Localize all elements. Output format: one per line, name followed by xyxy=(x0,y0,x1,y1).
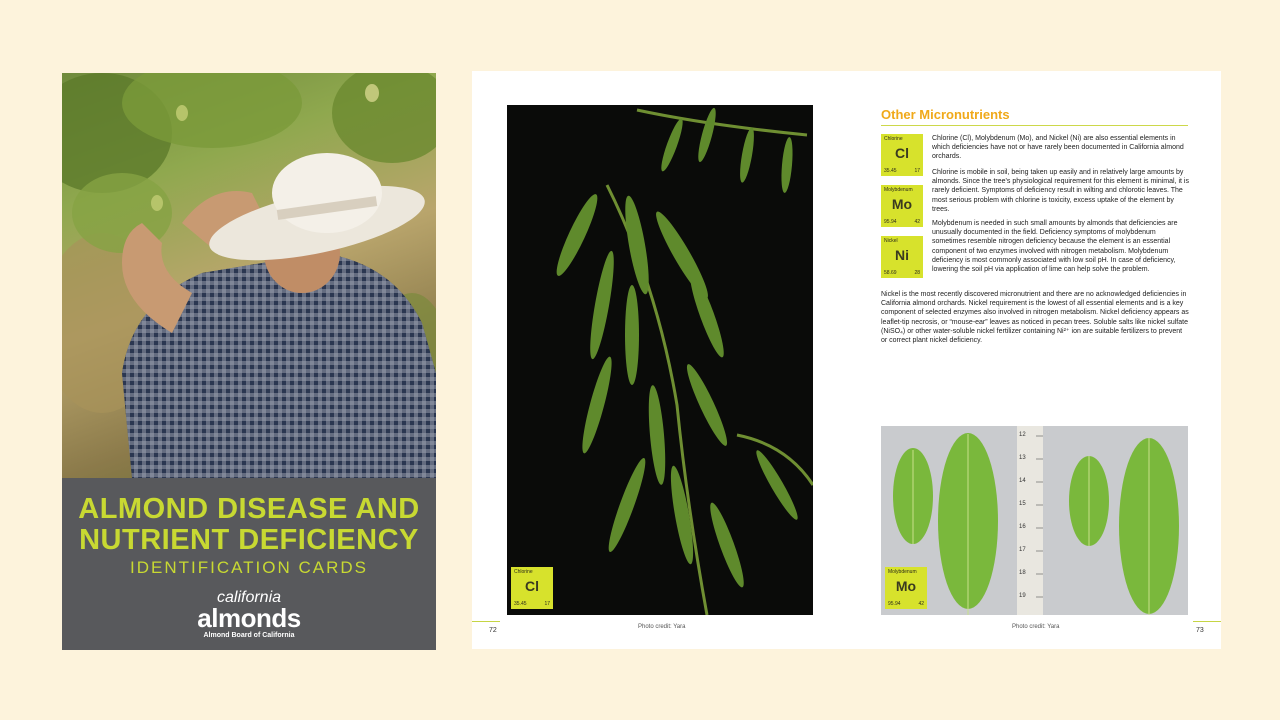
logo-board-name: Almond Board of California xyxy=(203,632,295,639)
tile-number: 17 xyxy=(544,601,550,607)
photo-credit-left: Photo credit: Yara xyxy=(638,624,686,630)
ruler-tick: 14 xyxy=(1019,478,1026,484)
nickel-tile xyxy=(881,236,923,278)
footer-rule-right xyxy=(1193,621,1221,622)
page-number-right: 73 xyxy=(1196,627,1204,634)
ruler-tick: 15 xyxy=(1019,501,1026,507)
cover-photo-illustration xyxy=(62,73,436,478)
cover-title-block xyxy=(62,478,436,650)
tile-mass: 58.69 xyxy=(884,270,897,276)
molybdenum-leaves-photo xyxy=(881,426,1188,615)
ruler-tick: 19 xyxy=(1019,593,1026,599)
ruler-tick: 18 xyxy=(1019,570,1026,576)
molybdenum-tile-photo xyxy=(885,567,927,609)
molybdenum-tile xyxy=(881,185,923,227)
tile-mass: 95.94 xyxy=(888,601,901,607)
ruler-tick: 16 xyxy=(1019,524,1026,530)
page-number-left: 72 xyxy=(489,627,497,634)
cover-title-line-1: ALMOND DISEASE AND xyxy=(78,493,420,525)
ruler-tick: 13 xyxy=(1019,455,1026,461)
footer-rule-left xyxy=(472,621,500,622)
leaves-comparison-illustration xyxy=(881,426,1188,615)
tile-number: 17 xyxy=(914,168,920,174)
tile-symbol: Cl xyxy=(895,145,909,161)
chlorine-branch-photo xyxy=(507,105,813,615)
tile-symbol: Mo xyxy=(895,578,917,594)
tile-number: 42 xyxy=(914,219,920,225)
intro-paragraph: Chlorine (Cl), Molybdenum (Mo), and Nickel (Ni) are also essential elements in which deficiencies have not or have rarely been documented in California almond orchards. xyxy=(932,135,1184,161)
tile-name: Nickel xyxy=(884,238,898,244)
tile-name: Molybdenum xyxy=(884,187,913,193)
tile-mass: 35.45 xyxy=(514,601,527,607)
tile-symbol: Mo xyxy=(891,196,913,212)
ruler-tick: 12 xyxy=(1019,432,1026,438)
tile-number: 42 xyxy=(918,601,924,607)
tile-symbol: Ni xyxy=(895,247,909,263)
cover-subtitle: IDENTIFICATION CARDS xyxy=(129,558,369,577)
chlorine-tile-photo xyxy=(511,567,553,609)
booklet-spread xyxy=(472,71,1221,649)
tile-mass: 35.45 xyxy=(884,168,897,174)
booklet-cover xyxy=(62,73,436,650)
tile-number: 28 xyxy=(914,270,920,276)
cover-photo-farmer-inspecting-almond-tree xyxy=(62,73,436,478)
tile-name: Chlorine xyxy=(884,136,903,142)
title-underline xyxy=(881,125,1188,126)
tile-name: Chlorine xyxy=(514,569,533,575)
tile-name: Molybdenum xyxy=(888,569,917,575)
tile-symbol: Cl xyxy=(525,578,539,594)
tile-mass: 95.94 xyxy=(884,219,897,225)
logo-main-word: almonds xyxy=(197,603,301,633)
logo-top-word: california xyxy=(216,589,282,606)
chlorine-tile xyxy=(881,134,923,176)
california-almonds-logo xyxy=(62,590,436,639)
section-title: Other Micronutrients xyxy=(881,107,1010,122)
nickel-paragraph: Nickel is the most recently discovered micronutrient and there are no acknowledged deficiencies in California almond orchards. Nickel requirement is the lowest of all essential elements and is a key component of selected enzymes also involved in nitrogen metabolism. Nickel deficiency appears as leaflet-tip necrosis, or “mouse-ear” leaves as noticed in pecan trees. Soluble salts like nickel sulfate (NiSO₄) or other water-soluble nickel fertilizer containing Ni²⁺ ion are suitable fertilizers to prevent or correct plant nickel deficiency. xyxy=(881,291,1189,345)
cover-title xyxy=(62,494,436,556)
almond-branch-illustration xyxy=(507,105,813,615)
chlorine-paragraph: Chlorine is mobile in soil, being taken up easily and in relatively large amounts by almonds. Since the tree's physiological requirement for this element is minimal, it is rarely deficient. Symptoms of deficiency result in wilting and chlorotic leaves. The most serious problem with chlorine is toxicity, excess uptake of the element by trees. xyxy=(932,169,1189,213)
ruler-tick: 17 xyxy=(1019,547,1026,553)
photo-credit-right: Photo credit: Yara xyxy=(1012,624,1060,630)
cover-title-line-2: NUTRIENT DEFICIENCY xyxy=(79,524,419,556)
molybdenum-paragraph: Molybdenum is needed in such small amounts by almonds that deficiencies are unusually documented in the field. Deficiency symptoms of molybdenum sometimes resemble nitrogen deficiency because the element is an essential component of two enzymes involved with nitrogen metabolism. Molybdenum deficiency is most commonly associated with low soil pH. In case of deficiency, lowering the soil pH via application of lime can help solve the problem. xyxy=(932,220,1178,274)
